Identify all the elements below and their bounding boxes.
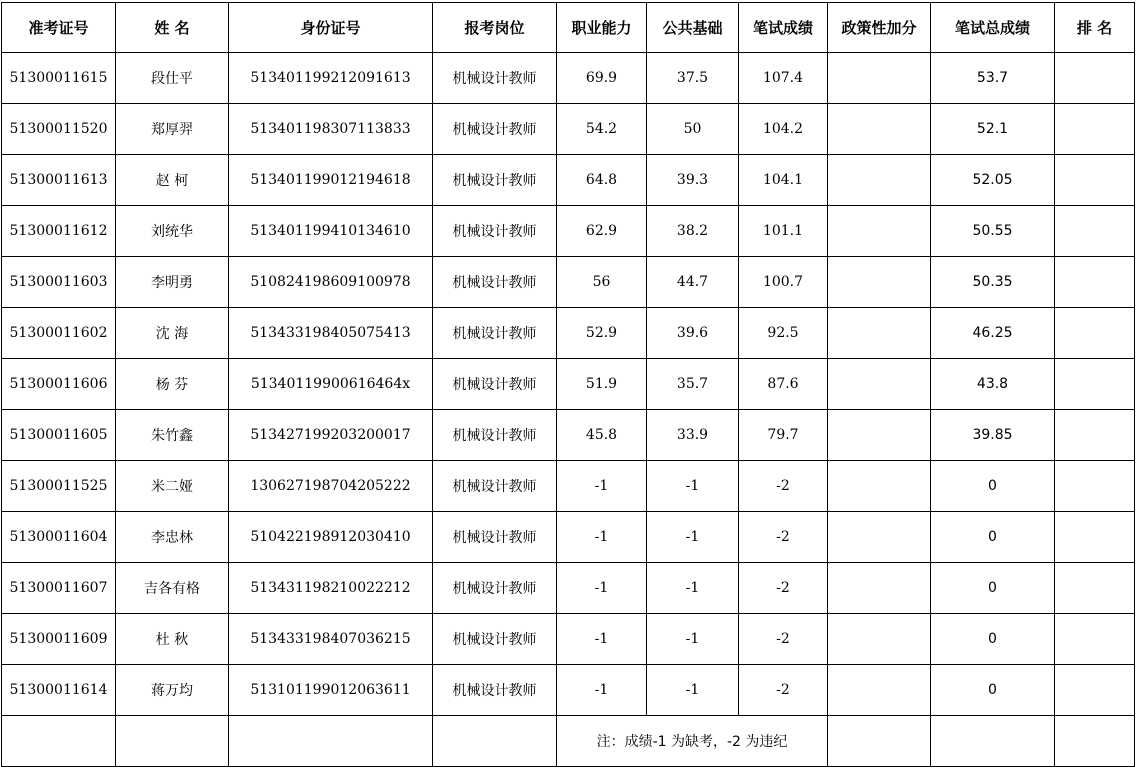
score-note: 注：成绩-1 为缺考，-2 为违纪 — [557, 716, 828, 767]
basic-score-cell: 37.5 — [647, 53, 739, 104]
total-score-cell: 50.35 — [931, 257, 1055, 308]
rank-cell — [1055, 410, 1135, 461]
header-row — [2, 3, 1135, 53]
basic-score-cell: 35.7 — [647, 359, 739, 410]
rank-cell — [1055, 512, 1135, 563]
basic-score-cell: 39.6 — [647, 308, 739, 359]
id-no-cell: 513431198210022212 — [229, 563, 433, 614]
name-cell: 蒋万均 — [116, 665, 229, 716]
total-score-cell: 0 — [931, 461, 1055, 512]
table-row — [2, 614, 1135, 665]
exam-no-cell: 51300011520 — [2, 104, 116, 155]
bonus-cell — [828, 665, 931, 716]
name-cell: 沈 海 — [116, 308, 229, 359]
empty-cell — [2, 716, 116, 767]
post-cell: 机械设计教师 — [433, 461, 557, 512]
name-cell: 吉各有格 — [116, 563, 229, 614]
results-table — [1, 2, 1135, 767]
col-header-bonus: 政策性加分 — [828, 3, 931, 53]
written-score-cell: -2 — [739, 461, 828, 512]
name-cell: 郑厚羿 — [116, 104, 229, 155]
written-score-cell: 87.6 — [739, 359, 828, 410]
bonus-cell — [828, 53, 931, 104]
ability-score-cell: 69.9 — [557, 53, 647, 104]
post-cell: 机械设计教师 — [433, 104, 557, 155]
basic-score-cell: 44.7 — [647, 257, 739, 308]
note-row — [2, 716, 1135, 767]
name-cell: 李忠林 — [116, 512, 229, 563]
written-score-cell: 92.5 — [739, 308, 828, 359]
post-cell: 机械设计教师 — [433, 512, 557, 563]
id-no-cell: 130627198704205222 — [229, 461, 433, 512]
empty-cell — [433, 716, 557, 767]
name-cell: 赵 柯 — [116, 155, 229, 206]
table-row — [2, 359, 1135, 410]
name-cell: 朱竹鑫 — [116, 410, 229, 461]
ability-score-cell: 52.9 — [557, 308, 647, 359]
rank-cell — [1055, 563, 1135, 614]
id-no-cell: 513401199410134610 — [229, 206, 433, 257]
bonus-cell — [828, 563, 931, 614]
table-row — [2, 104, 1135, 155]
ability-score-cell: 56 — [557, 257, 647, 308]
written-score-cell: 107.4 — [739, 53, 828, 104]
bonus-cell — [828, 614, 931, 665]
total-score-cell: 52.05 — [931, 155, 1055, 206]
exam-no-cell: 51300011609 — [2, 614, 116, 665]
ability-score-cell: -1 — [557, 563, 647, 614]
post-cell: 机械设计教师 — [433, 206, 557, 257]
written-score-cell: 101.1 — [739, 206, 828, 257]
rank-cell — [1055, 155, 1135, 206]
basic-score-cell: 33.9 — [647, 410, 739, 461]
post-cell: 机械设计教师 — [433, 308, 557, 359]
rank-cell — [1055, 53, 1135, 104]
ability-score-cell: -1 — [557, 614, 647, 665]
col-header-exam-no: 准考证号 — [2, 3, 116, 53]
id-no-cell: 513401199212091613 — [229, 53, 433, 104]
id-no-cell: 513101199012063611 — [229, 665, 433, 716]
bonus-cell — [828, 410, 931, 461]
id-no-cell: 513433198405075413 — [229, 308, 433, 359]
exam-no-cell: 51300011603 — [2, 257, 116, 308]
name-cell: 刘统华 — [116, 206, 229, 257]
col-header-basic: 公共基础 — [647, 3, 739, 53]
name-cell: 杜 秋 — [116, 614, 229, 665]
basic-score-cell: -1 — [647, 461, 739, 512]
rank-cell — [1055, 461, 1135, 512]
post-cell: 机械设计教师 — [433, 359, 557, 410]
ability-score-cell: -1 — [557, 461, 647, 512]
written-score-cell: 104.1 — [739, 155, 828, 206]
table-row — [2, 155, 1135, 206]
written-score-cell: 100.7 — [739, 257, 828, 308]
col-header-ability: 职业能力 — [557, 3, 647, 53]
bonus-cell — [828, 104, 931, 155]
rank-cell — [1055, 359, 1135, 410]
post-cell: 机械设计教师 — [433, 53, 557, 104]
table-row — [2, 461, 1135, 512]
table-row — [2, 206, 1135, 257]
written-score-cell: -2 — [739, 665, 828, 716]
id-no-cell: 513433198407036215 — [229, 614, 433, 665]
ability-score-cell: 64.8 — [557, 155, 647, 206]
post-cell: 机械设计教师 — [433, 155, 557, 206]
exam-no-cell: 51300011525 — [2, 461, 116, 512]
post-cell: 机械设计教师 — [433, 410, 557, 461]
bonus-cell — [828, 155, 931, 206]
table-row — [2, 512, 1135, 563]
basic-score-cell: -1 — [647, 614, 739, 665]
exam-no-cell: 51300011605 — [2, 410, 116, 461]
empty-cell — [229, 716, 433, 767]
basic-score-cell: -1 — [647, 665, 739, 716]
table-row — [2, 53, 1135, 104]
col-header-id-no: 身份证号 — [229, 3, 433, 53]
rank-cell — [1055, 257, 1135, 308]
bonus-cell — [828, 512, 931, 563]
table-row — [2, 563, 1135, 614]
empty-cell — [931, 716, 1055, 767]
empty-cell — [1055, 716, 1135, 767]
basic-score-cell: -1 — [647, 512, 739, 563]
empty-cell — [116, 716, 229, 767]
col-header-written: 笔试成绩 — [739, 3, 828, 53]
table-row — [2, 665, 1135, 716]
total-score-cell: 46.25 — [931, 308, 1055, 359]
basic-score-cell: 39.3 — [647, 155, 739, 206]
post-cell: 机械设计教师 — [433, 665, 557, 716]
table-row — [2, 410, 1135, 461]
bonus-cell — [828, 308, 931, 359]
total-score-cell: 43.8 — [931, 359, 1055, 410]
exam-no-cell: 51300011606 — [2, 359, 116, 410]
post-cell: 机械设计教师 — [433, 257, 557, 308]
id-no-cell: 51340119900616464x — [229, 359, 433, 410]
bonus-cell — [828, 257, 931, 308]
exam-no-cell: 51300011615 — [2, 53, 116, 104]
rank-cell — [1055, 206, 1135, 257]
exam-no-cell: 51300011612 — [2, 206, 116, 257]
total-score-cell: 0 — [931, 512, 1055, 563]
id-no-cell: 513401198307113833 — [229, 104, 433, 155]
total-score-cell: 0 — [931, 665, 1055, 716]
bonus-cell — [828, 359, 931, 410]
basic-score-cell: 38.2 — [647, 206, 739, 257]
written-score-cell: 79.7 — [739, 410, 828, 461]
bonus-cell — [828, 461, 931, 512]
written-score-cell: -2 — [739, 563, 828, 614]
exam-no-cell: 51300011604 — [2, 512, 116, 563]
exam-no-cell: 51300011614 — [2, 665, 116, 716]
id-no-cell: 513427199203200017 — [229, 410, 433, 461]
name-cell: 杨 芬 — [116, 359, 229, 410]
col-header-rank: 排 名 — [1055, 3, 1135, 53]
name-cell: 李明勇 — [116, 257, 229, 308]
ability-score-cell: 62.9 — [557, 206, 647, 257]
id-no-cell: 510422198912030410 — [229, 512, 433, 563]
table-body — [2, 53, 1135, 716]
total-score-cell: 50.55 — [931, 206, 1055, 257]
table-row — [2, 257, 1135, 308]
total-score-cell: 52.1 — [931, 104, 1055, 155]
ability-score-cell: 51.9 — [557, 359, 647, 410]
rank-cell — [1055, 614, 1135, 665]
rank-cell — [1055, 308, 1135, 359]
ability-score-cell: -1 — [557, 665, 647, 716]
total-score-cell: 39.85 — [931, 410, 1055, 461]
bonus-cell — [828, 206, 931, 257]
total-score-cell: 0 — [931, 614, 1055, 665]
post-cell: 机械设计教师 — [433, 563, 557, 614]
id-no-cell: 513401199012194618 — [229, 155, 433, 206]
exam-no-cell: 51300011613 — [2, 155, 116, 206]
table-row — [2, 308, 1135, 359]
empty-cell — [828, 716, 931, 767]
col-header-name: 姓 名 — [116, 3, 229, 53]
rank-cell — [1055, 665, 1135, 716]
exam-no-cell: 51300011607 — [2, 563, 116, 614]
basic-score-cell: -1 — [647, 563, 739, 614]
ability-score-cell: -1 — [557, 512, 647, 563]
post-cell: 机械设计教师 — [433, 614, 557, 665]
ability-score-cell: 45.8 — [557, 410, 647, 461]
name-cell: 段仕平 — [116, 53, 229, 104]
name-cell: 米二娅 — [116, 461, 229, 512]
exam-no-cell: 51300011602 — [2, 308, 116, 359]
total-score-cell: 53.7 — [931, 53, 1055, 104]
basic-score-cell: 50 — [647, 104, 739, 155]
ability-score-cell: 54.2 — [557, 104, 647, 155]
rank-cell — [1055, 104, 1135, 155]
written-score-cell: 104.2 — [739, 104, 828, 155]
id-no-cell: 510824198609100978 — [229, 257, 433, 308]
total-score-cell: 0 — [931, 563, 1055, 614]
col-header-post: 报考岗位 — [433, 3, 557, 53]
written-score-cell: -2 — [739, 512, 828, 563]
written-score-cell: -2 — [739, 614, 828, 665]
col-header-total: 笔试总成绩 — [931, 3, 1055, 53]
